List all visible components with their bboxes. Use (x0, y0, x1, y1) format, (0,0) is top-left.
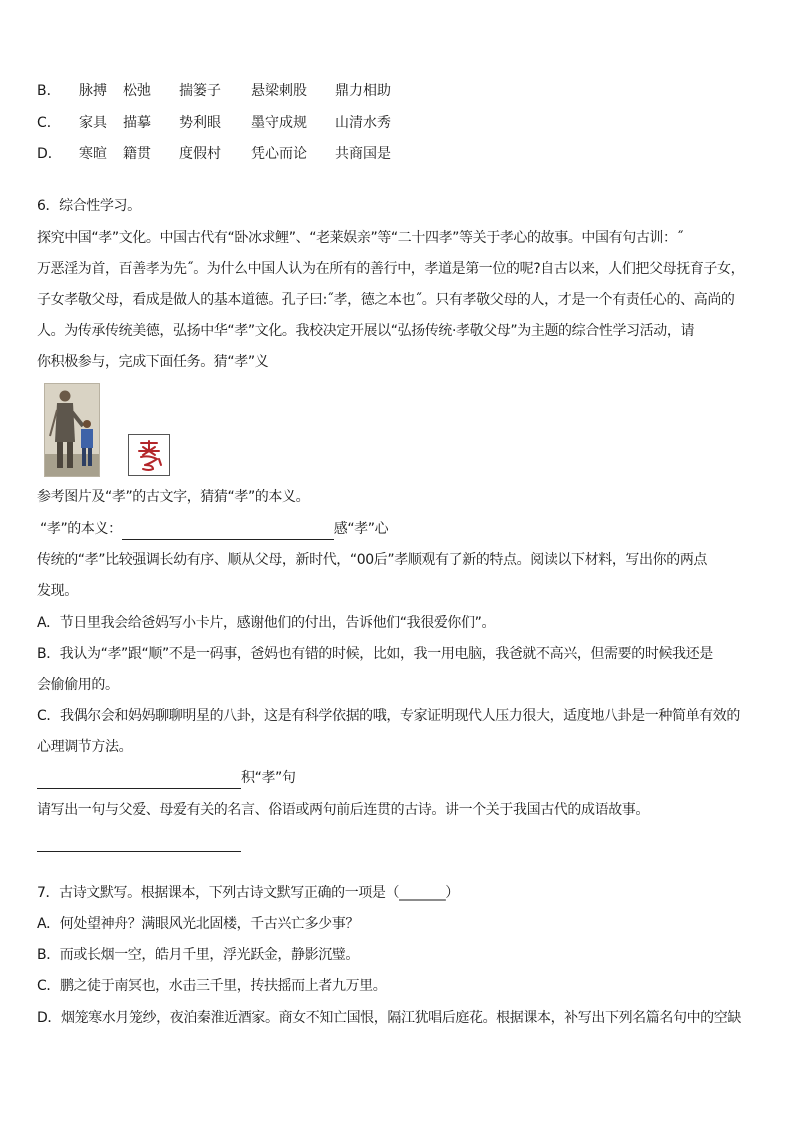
option-word: 凭心而论 (251, 146, 307, 162)
material-b-cont: 会偷偷用的。 (37, 677, 119, 693)
material-c-cont: 心理调节方法。 (37, 739, 133, 755)
q7-option-b: B．而或长烟一空，皓月千里，浮光跃金，静影沉璧。 (37, 947, 360, 963)
q6-intro-line: 子女孝敬父母，看成是做人的基本道德。孔子曰:˝孝，德之本也˝。只有孝敬父母的人，才是一个有责任心的、高尚的 (37, 292, 735, 308)
option-word: 势利眼 (179, 115, 221, 131)
option-label: C． (37, 115, 61, 131)
q5-option-d (37, 143, 405, 165)
option-word: 家具 (79, 115, 107, 131)
accumulate-suffix: 积“孝”句 (241, 770, 296, 786)
option-word: 悬梁刺股 (251, 83, 307, 99)
q6-intro-line: 你积极参与，完成下面任务。猜“孝”义 (37, 354, 269, 370)
findings-blank[interactable] (37, 772, 241, 789)
option-label: D． (37, 146, 62, 162)
material-b: B．我认为“孝”跟“顺”不是一码事，爸妈也有错的时候，比如，我一用电脑，我爸就不高兴，但需要的时候我还是 (37, 646, 713, 662)
q5-option-b (37, 80, 405, 102)
answer-line (37, 830, 761, 852)
option-word: 脉搏 (79, 83, 107, 99)
material-c: C．我偶尔会和妈妈聊聊明星的八卦，这是有科学依据的哦，专家证明现代人压力很大，适度地八卦是一种简单有效的 (37, 708, 740, 724)
q7-option-c: C．鹏之徒于南冥也，水击三千里，抟扶摇而上者九万里。 (37, 978, 387, 994)
answer-blank[interactable] (37, 835, 241, 852)
option-word: 墨守成规 (251, 115, 307, 131)
meaning-prefix: “孝”的本义： (40, 521, 122, 537)
option-word: 松弛 (123, 83, 151, 99)
material-a: A．节日里我会给爸妈写小卡片，感谢他们的付出，告诉他们“我很爱你们”。 (37, 615, 496, 631)
option-word: 山清水秀 (335, 115, 391, 131)
q6-intro-line: 探究中国“孝”文化。中国古代有“卧冰求鲤”、“老莱娱亲”等“二十四孝”等关于孝心的故事。中国有句古训：˝ (37, 230, 684, 246)
option-word: 描摹 (123, 115, 151, 131)
option-word: 揣篓子 (179, 83, 221, 99)
option-label: B． (37, 83, 61, 99)
meaning-suffix: 感“孝”心 (333, 521, 389, 537)
q6-intro-line: 人。为传承传统美德，弘扬中华“孝”文化。我校决定开展以“弘扬传统·孝敬父母”为主题的综合性学习活动，请 (37, 323, 695, 339)
q7-title: 7．古诗文默写。根据课本，下列古诗文默写正确的一项是（_______） (37, 885, 459, 901)
q6-title: 6．综合性学习。 (37, 198, 141, 214)
option-word: 共商国是 (335, 146, 391, 162)
material-intro-line: 传统的“孝”比较强调长幼有序、顺从父母，新时代，“00后”孝顺观有了新的特点。阅读以下材料，写出你的两点 (37, 552, 708, 568)
material-intro-line: 发现。 (37, 583, 78, 599)
meaning-answer-line (40, 518, 764, 540)
accumulate-line (37, 767, 761, 789)
accumulate-task: 请写出一句与父爱、母爱有关的名言、俗语或两句前后连贯的古诗。讲一个关于我国古代的成语故事。 (37, 802, 649, 818)
option-word: 鼎力相助 (335, 83, 391, 99)
q5-option-c (37, 112, 405, 134)
option-word: 度假村 (179, 146, 221, 162)
q7-option-d: D．烟笼寒水月笼纱，夜泊秦淮近酒家。商女不知亡国恨，隔江犹唱后庭花。根据课本，补写出下列名篇名句中的空缺 (37, 1010, 741, 1026)
picture-caption: 参考图片及“孝”的古文字，猜猜“孝”的本义。 (37, 489, 310, 505)
option-word: 寒暄 (79, 146, 107, 162)
q6-intro-line: 万恶淫为首，百善孝为先˝。为什么中国人认为在所有的善行中，孝道是第一位的呢?自古以来，人们把父母抚育子女， (37, 261, 745, 277)
elder-and-child-image (44, 383, 100, 477)
meaning-blank[interactable] (122, 523, 334, 540)
option-word: 籍贯 (123, 146, 151, 162)
ancient-xiao-character-image (128, 434, 170, 476)
q7-option-a: A．何处望神舟？满眼风光北固楼，千古兴亡多少事？ (37, 916, 359, 932)
